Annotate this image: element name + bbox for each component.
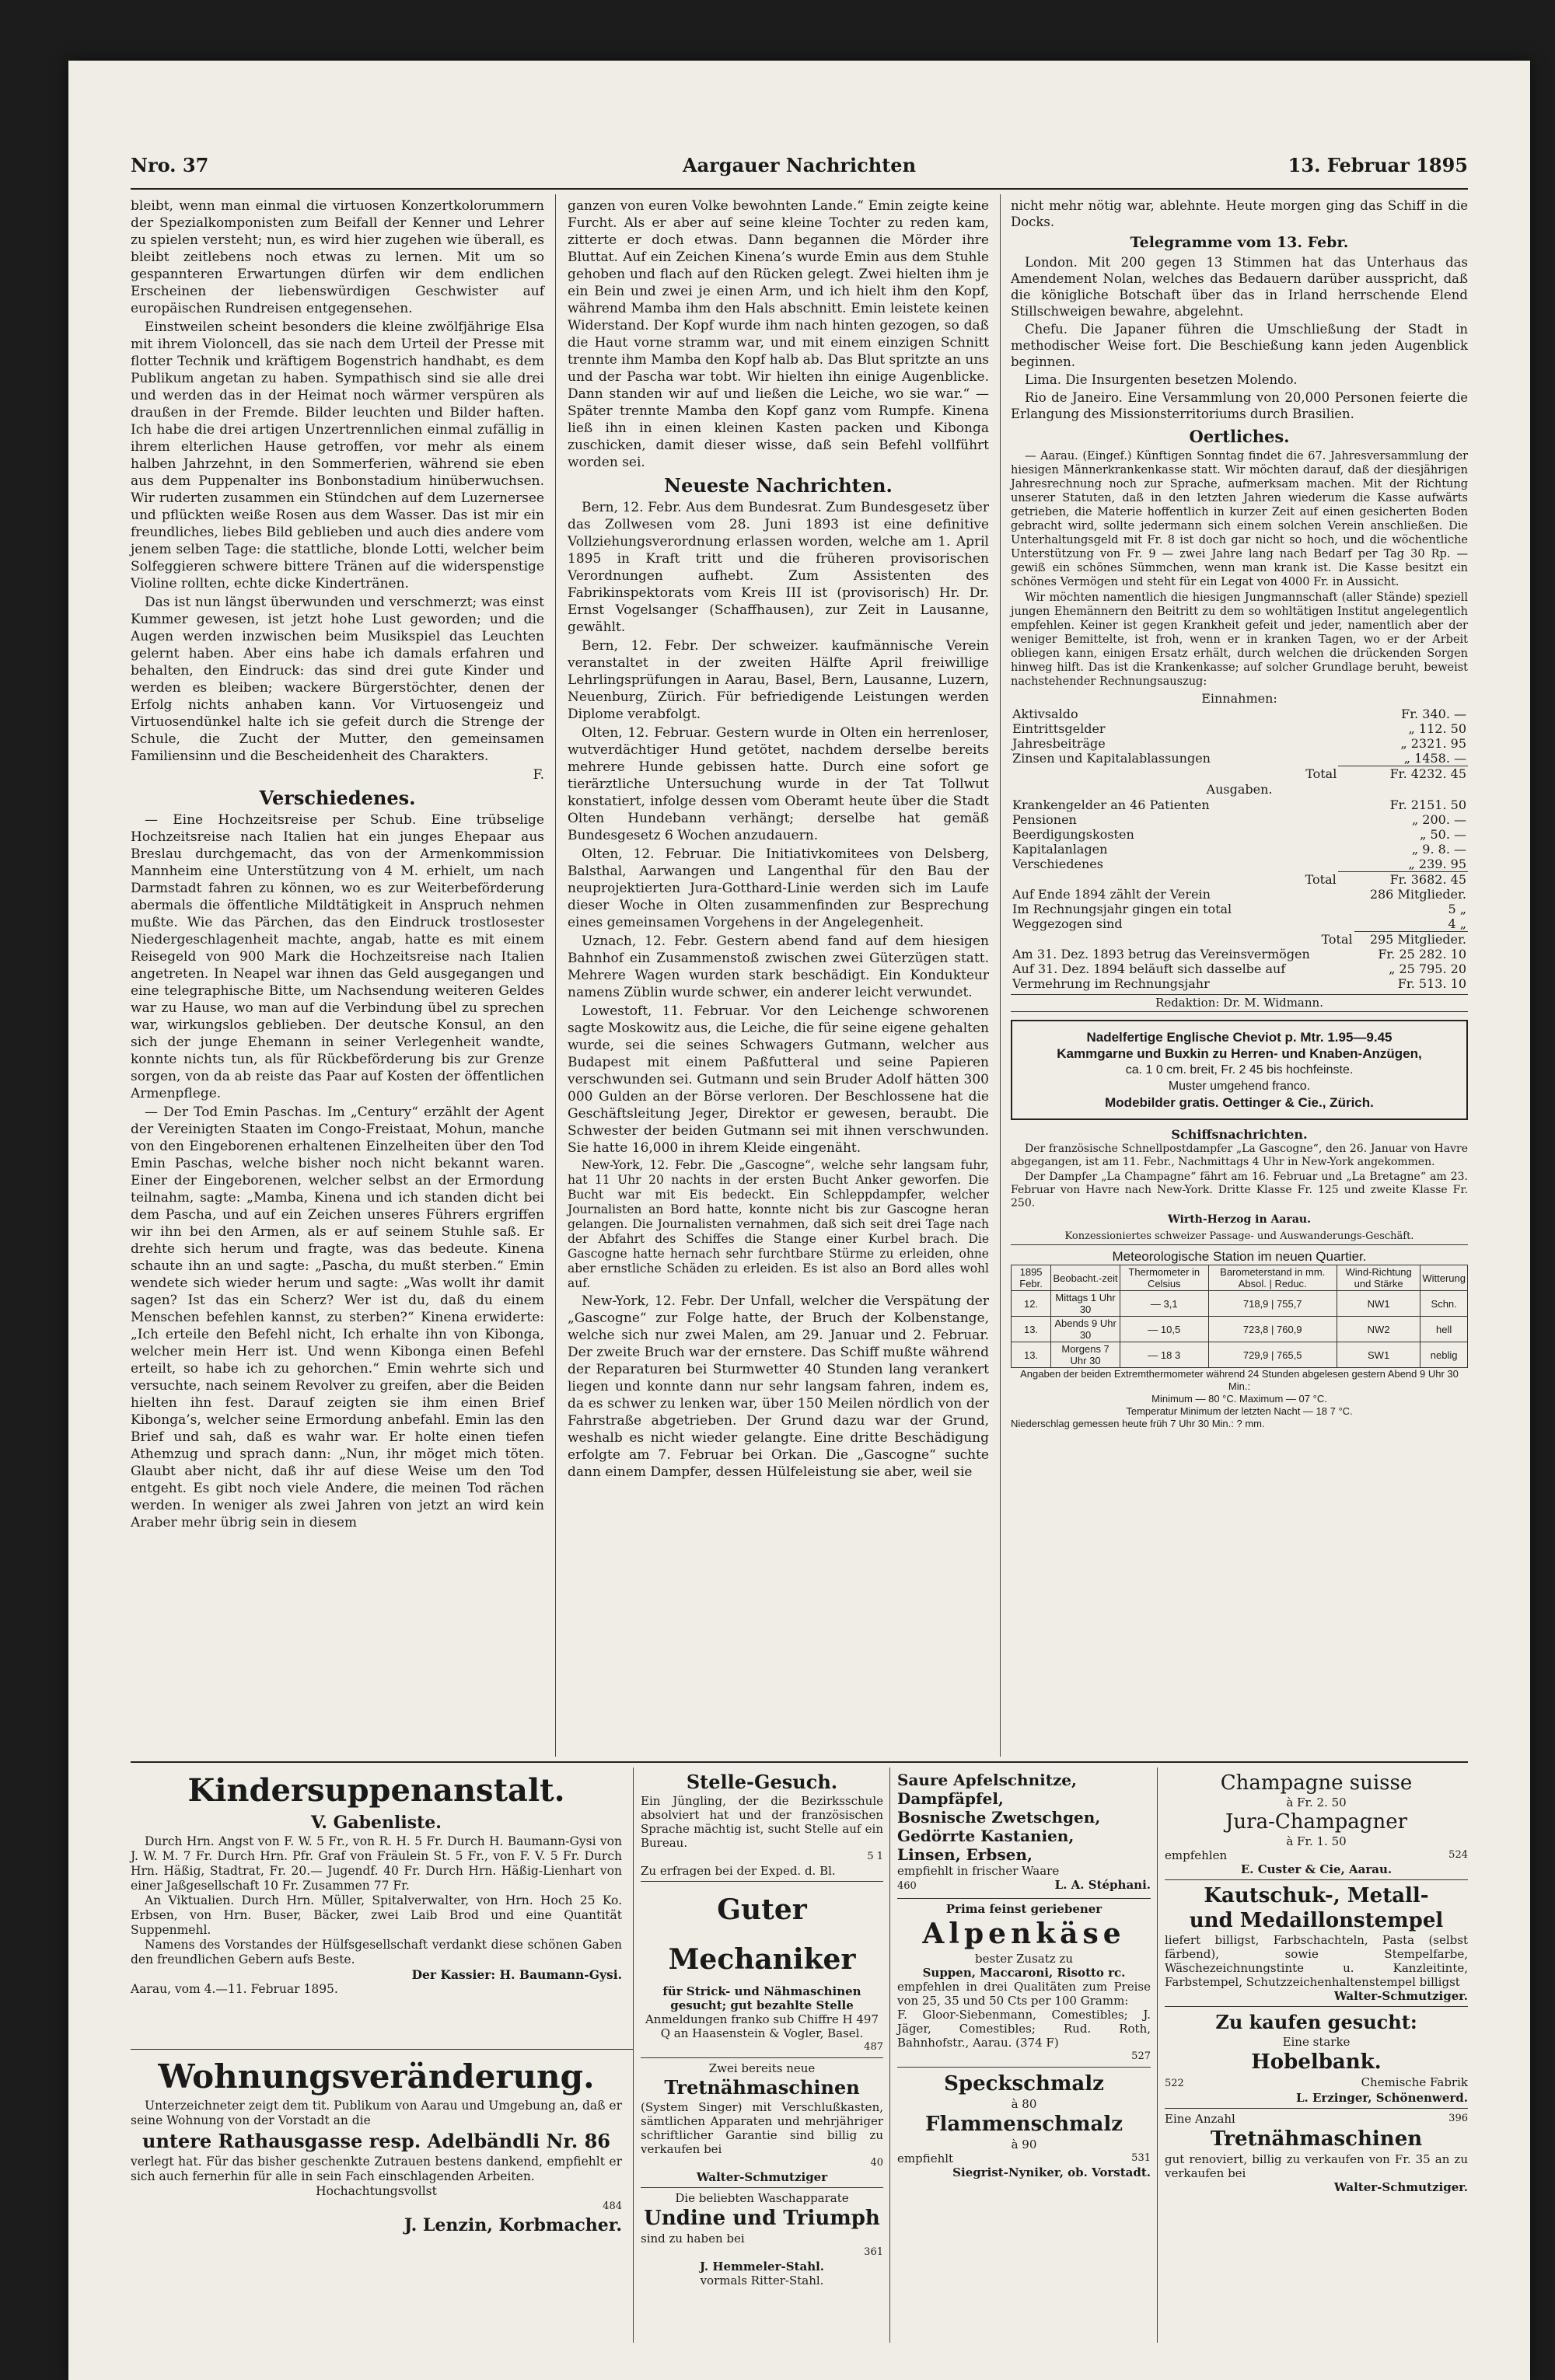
weather-column-header: 1895 Febr. — [1012, 1265, 1051, 1291]
waschapparate-seller: J. Hemmeler-Stahl. — [699, 2260, 825, 2274]
accounts-expense-title: Ausgaben. — [1206, 782, 1273, 797]
account-row — [1011, 766, 1468, 782]
kaufgesuch-company: Chemische Fabrik — [1361, 2075, 1468, 2089]
weather-note: Minimum — 80 °C. Maximum — 07 °C. — [1151, 1393, 1327, 1405]
ad-rule — [889, 1768, 890, 2343]
stelle-title: Stelle-Gesuch. — [686, 1771, 838, 1793]
obst-item: Gedörrte Kastanien, — [897, 1827, 1075, 1845]
account-label: Auf Ende 1894 zählt der Verein — [1012, 887, 1211, 902]
weather-cell: 13. — [1012, 1342, 1051, 1368]
newspaper-title: Aargauer Nachrichten — [682, 154, 917, 176]
account-value: Fr. 2151. 50 — [1389, 797, 1466, 812]
shipping-heading: Schiffsnachrichten. — [1171, 1127, 1308, 1142]
shipping-text: Der Dampfer „La Champagne“ fährt am 16. Februar und „La Bretagne“ am 23. Februar von Havre nach New-York. Dritte Klasse Fr. 125 und zweite Klasse Fr. 250. — [1011, 1171, 1468, 1209]
news-item: Uznach, 12. Febr. Gestern abend fand auf dem hiesigen Bahnhof ein Zusammenstoß zwischen zwei Güterzügen statt. Mehrere Wagen wurden stark beschädigt. Ein Kondukteur namens Züblin wurde schwer, ein anderer leicht verwundet. — [568, 934, 989, 1000]
cheviot-text: ca. 1 0 cm. breit, Fr. 2 45 bis hochfeinste. — [1125, 1063, 1354, 1077]
stempel-title: und Medaillonstempel — [1189, 1909, 1444, 1932]
kaufgesuch-company: L. Erzinger, Schönenwerd. — [1295, 2091, 1468, 2105]
accounts-expense-table — [1011, 797, 1468, 887]
champagne-text: empfehlen — [1165, 1848, 1228, 1862]
account-value: „ 1458. — — [1403, 751, 1466, 766]
telegram-item: Chefu. Die Japaner führen die Umschließung der Stadt in methodischer Weise fort. Die Beschießung kann jeden Augenblick beginnen. — [1011, 322, 1468, 369]
kindersuppe-text: An Viktualien. Durch Hrn. Müller, Spitalverwalter, von Hrn. Hoch 25 Ko. Erbsen, von Hrn. Buser, Bäcker, zwei Laib Brod und eine Quantität Suppenmehl. — [131, 1893, 622, 1937]
kindersuppe-subtitle: V. Gabenliste. — [311, 1813, 442, 1833]
article-text: — Eine Hochzeitsreise per Schub. Eine trübselige Hochzeitsreise nach Italien hat ein junges Ehepaar aus Breslau durchgemacht, das von der Armenkommission Mannheim eine Unterstützung von 4 M. erhielt, um nach Darmstadt fahren zu können, wo es zur Weiterbeförderung abermals die öffentliche Mildtätigkeit in Anspruch nehmen mußte. Wie das Pärchen, das den Eindruck trostlosester Niedergeschlagenheit machte, angab, hatte es mit einem Reisegeld von 900 Mark die Hochzeitsreise nach Italien angetreten. In Neapel war ihnen das Geld ausgegangen und eine telegraphische Bitte, um Nachsendung weiteren Geldes war zu Hause, wo man auf die Verbindung übel zu sprechen war, wirkungslos geblieben. Der deutsche Konsul, an den sich der junge Ehemann in seiner Verlegenheit wandte, konnte nichts tun, als für Rückbeförderung bis zur Grenze sorgen, von da ab reiste das Paar auf Kosten der öffentlichen Armenpflege. — [131, 812, 544, 1101]
account-row — [1011, 736, 1468, 751]
kindersuppe-ad — [131, 1771, 622, 1997]
account-value: Fr. 25 282. 10 — [1378, 947, 1466, 961]
account-row — [1011, 916, 1468, 932]
news-item: New-York, 12. Febr. Der Unfall, welcher die Verspätung der „Gascogne“ zur Folge hatte, der Bruch der Kolbenstange, welche sich nur zwei Malen, am 29. Januar und 2. Februar. Der zweite Bruch war der ernstere. Das Schiff mußte während der Reparaturen bei Sturmwetter 40 Stunden lang verankert liegen und konnte dann nur sehr langsam fahren, indem es, da es schwer zu lenken war, über 150 Meilen nördlich von der Fahrstraße abgetrieben. Der Grund dazu war der Grund, weshalb es nicht wieder gelangte. Eine dritte Beschädigung erfolgte am 7. Februar bei Orkan. Die „Gascogne“ suchte dann einem Dampfer, dessen Hülfeleistung sie aber, weil sie — [568, 1293, 989, 1480]
tretmaschinen2-seller: Walter-Schmutziger. — [1333, 2180, 1468, 2194]
account-value: „ 239. 95 — [1408, 857, 1466, 871]
weather-cell: — 10,5 — [1120, 1317, 1208, 1342]
account-label: Beerdigungskosten — [1012, 827, 1134, 842]
article-text: — Der Tod Emin Paschas. Im „Century“ erzählt der Agent der Vereinigten Staaten im Congo-Freistaat, Mohun, manche von den Eingeborenen erhaltenen Einzelheiten über den Tod Emin Paschas, welche bisher noch nicht bekannt waren. Einer der Eingeborenen, welcher selbst an der Ermordung teilnahm, sagte: „Mamba, Kinena und ich standen dicht bei dem Pascha, und auf ein Zeichen unseres Führers ergriffen wir ihn bei den Armen, als er auf seinem Stuhle saß. Er drehte sich herum und fragte, was das bedeute. Kinena schaute ihn an und sagte: „Pascha, du mußt sterben.“ Emin wendete sich wieder herum und sagte: „Was wollt ihr damit sagen? Ist das ein Scherz? Wer ist du, daß du einem Menschen befehlen kannst, zu sterben?“ Kinena erwiderte: „Ich erteile den Befehl nicht, Ich erhalte ihn von Kibonga, welcher mein Herr ist. Und wenn Kibonga einen Befehl erteilt, so habe ich zu gehorchen.“ Emin wehrte sich und versuchte, nach seinem Revolver zu greifen, aber die Beiden hielten ihn fest. Darauf zeigten sie ihm einen Brief Kibonga’s, welcher seine Ermordung anbefahl. Emin las den Brief und sah, daß es wahr war. Er holte einen tiefen Athemzug und sprach dann: „Nun, ihr möget mich töten. Glaubt aber nicht, daß ihr auf diese Weise um den Tod entgeht. Es gibt noch viele Andere, die meinen Tod rächen werden. In weniger als zwei Jahren von jetzt an wird kein Araber mehr übrig sein in diesem — [131, 1105, 544, 1530]
account-row — [1011, 887, 1468, 902]
account-label: Vermehrung im Rechnungsjahr — [1012, 976, 1210, 991]
waschapparate-title: Undine und Triumph — [644, 2207, 880, 2230]
tretmaschinen2-number: 396 — [1448, 2113, 1468, 2124]
column-1 — [131, 197, 544, 1533]
account-label: Zinsen und Kapitalablassungen — [1012, 751, 1211, 766]
weather-cell: neblig — [1420, 1342, 1468, 1368]
weather-column-header: Wind-Richtung und Stärke — [1337, 1265, 1420, 1291]
stelle-text: Ein Jüngling, der die Bezirksschule absolviert hat und der französischen Sprache mächtig ist, sucht Stelle auf ein Bureau. — [641, 1794, 883, 1850]
account-row — [1011, 827, 1468, 842]
ad-rule — [633, 1768, 634, 2343]
editor-line: Redaktion: Dr. M. Widmann. — [1011, 994, 1468, 1012]
column-rule — [1000, 194, 1001, 1757]
section-heading-oertliches: Oertliches. — [1189, 427, 1290, 446]
account-row — [1011, 902, 1468, 916]
alpenkaese-sellers: F. Gloor-Siebenmann, Comestibles; J. Jäger, Comestibles; Rud. Roth, Bahnhofstr., Aarau. (374 F) — [897, 2008, 1151, 2050]
account-label: Verschiedenes — [1012, 857, 1103, 872]
kindersuppe-date: Aarau, vom 4.—11. Februar 1895. — [131, 1982, 338, 1996]
account-label: Am 31. Dez. 1893 betrug das Vereinsvermögen — [1012, 947, 1310, 961]
waschapparate-text: sind zu haben bei — [641, 2232, 745, 2246]
account-label: Aktivsaldo — [1012, 707, 1078, 721]
account-value: 4 „ — [1448, 916, 1466, 931]
cheviot-company: Modebilder gratis. Oettinger & Cie., Zürich. — [1105, 1095, 1374, 1110]
waschapparate-seller-note: vormals Ritter-Stahl. — [700, 2274, 824, 2288]
weather-cell: 12. — [1012, 1291, 1051, 1317]
tretmaschinen2-text: gut renoviert, billig zu verkaufen von Fr. 35 an zu verkaufen bei — [1165, 2152, 1468, 2180]
telegram-item: London. Mit 200 gegen 13 Stimmen hat das Unterhaus das Amendement Nolan, welches das Bedauern darüber ausspricht, daß die königliche Botschaft über das in Irland herrschende Elend Stillschweigen bewahre, abgelehnt. — [1011, 255, 1468, 319]
account-label: Pensionen — [1012, 812, 1077, 827]
flammenschmalz-price: à 90 — [1011, 2137, 1037, 2151]
kindersuppe-text: Namens des Vorstandes der Hülfsgesellschaft verdankt diese schönen Gaben den freundlichen Gebern aufs Beste. — [131, 1938, 622, 1966]
account-value: Fr. 513. 10 — [1397, 976, 1466, 991]
tretmaschinen-intro: Zwei bereits neue — [708, 2061, 816, 2075]
flammenschmalz-seller: Siegrist-Nyniker, ob. Vorstadt. — [952, 2165, 1151, 2179]
mechaniker-number: 487 — [864, 2041, 883, 2053]
ad-rule — [1157, 1768, 1158, 2343]
account-row — [1011, 857, 1468, 872]
article-text: bleibt, wenn man einmal die virtuosen Konzertkolorummern der Spezialkomponisten zum Beifall der Kenner und Lehrer zu spielen versteht; nun, es wird hier zugehen wie überall, es bleibt zeitlebens noch etwas zu lernen. Mit um so gespannteren Erwartungen dürfen wir dem endlichen Erscheinen der liebenswürdigen Geschwister auf europäischen Rundreisen entgegensehen. — [131, 198, 544, 316]
shipping-text: Der französische Schnellpostdampfer „La Gascogne“, den 26. Januar von Havre abgegangen, ist am 11. Febr., Nachmittags 4 Uhr in New-York angekommen. — [1011, 1143, 1468, 1168]
cheviot-text: Muster umgehend franco. — [1168, 1080, 1311, 1093]
weather-cell: NW1 — [1337, 1291, 1420, 1317]
weather-note: Temperatur Minimum der letzten Nacht — 18 7 °C. — [1126, 1405, 1353, 1417]
obst-item: Saure Apfelschnitze, — [897, 1771, 1077, 1789]
cheviot-ad — [1011, 1020, 1468, 1120]
weather-cell: Schn. — [1420, 1291, 1468, 1317]
champagne-price: à Fr. 2. 50 — [1286, 1795, 1347, 1809]
kaufgesuch-text: Eine starke — [1282, 2035, 1351, 2049]
account-value: „ 9. 8. — — [1411, 842, 1466, 857]
weather-cell: — 3,1 — [1120, 1291, 1208, 1317]
ads-column-b — [641, 1771, 883, 2288]
speckschmalz-title: Speckschmalz — [944, 2072, 1104, 2096]
account-row — [1011, 797, 1468, 812]
account-label: Jahresbeiträge — [1012, 736, 1106, 751]
account-row — [1011, 842, 1468, 857]
kindersuppe-signature: Der Kassier: H. Baumann-Gysi. — [411, 1967, 622, 1982]
telegram-item: Lima. Die Insurgenten besetzen Molendo. — [1025, 372, 1298, 387]
newspaper-page — [68, 61, 1530, 2380]
article-text: ganzen von euren Volke bewohnten Lande.“ Emin zeigte keine Furcht. Als er aber auf seine kleine Tochter zu reden kam, zitterte er doch etwas. Dann begannen die Mörder ihre Bluttat. Auf ein Zeichen Kinena’s wurde Emin aus dem Stuhle gehoben und flach auf den Rücken gelegt. Zwei hielten ihm je ein Bein und zwei je einen Arm, und ich hielt ihm den Kopf, während Mamba ihm den Hals abschnitt. Emin leistete keinen Widerstand. Der Kopf wurde ihm nach hinten gezogen, so daß die Haut vorne stramm war, und mit einem einzigen Schnitt trennte ihm Mamba den Kopf halb ab. Das Blut spritzte an uns und der Pascha war tobt. Wir hielten ihn einige Augenblicke. Dann standen wir auf und ließen die Leiche, wo sie war.“ — Später trennte Mamba den Kopf ganz vom Rumpfe. Kinena ließ ihn in einen kleinen Kasten packen und Kibonga zuschicken, damit dieser wisse, daß sein Befehl vollführt worden sei. — [568, 198, 989, 470]
account-row — [1011, 707, 1468, 721]
weather-cell: — 18 3 — [1120, 1342, 1208, 1368]
account-label: Total — [1305, 871, 1337, 887]
obst-number: 460 — [897, 1880, 917, 1892]
issue-number: Nro. 37 — [131, 154, 209, 176]
page-header — [131, 154, 1468, 190]
weather-column-header: Thermometer in Celsius — [1120, 1265, 1208, 1291]
column-2 — [568, 197, 989, 1482]
kaufgesuch-title: Zu kaufen gesucht: — [1215, 2011, 1417, 2033]
alpenkaese-text: Suppen, Maccaroni, Risotto rc. — [922, 1966, 1126, 1980]
tretmaschinen-seller: Walter-Schmutziger — [696, 2170, 828, 2184]
weather-cell: 729,9 | 765,5 — [1208, 1342, 1337, 1368]
wohnung-greeting: Hochachtungsvollst — [316, 2184, 437, 2198]
champagne-number: 524 — [1448, 1849, 1468, 1861]
account-value: Fr. 340. — — [1401, 707, 1466, 721]
weather-row — [1012, 1317, 1468, 1342]
weather-cell: NW2 — [1337, 1317, 1420, 1342]
telegram-item: Rio de Janeiro. Eine Versammlung von 20,000 Personen feierte die Erlangung des Missionsterritoriums durch Brasilien. — [1011, 390, 1468, 421]
section-heading-neueste-nachrichten: Neueste Nachrichten. — [664, 474, 893, 497]
weather-cell: Mittags 1 Uhr 30 — [1051, 1291, 1120, 1317]
news-item: Bern, 12. Febr. Aus dem Bundesrat. Zum Bundesgesetz über das Zollwesen vom 28. Juni 1893 ist eine definitive Vollziehungsverordnung erlassen worden, welche am 1. April 1895 in Kraft tritt und die früheren provisorischen Verordnungen aufhebt. Zum Assistenten des Fabrikinspektorats vom Kreis III ist (provisorisch) Hr. Dr. Ernst Vogelsanger (Schaffhausen), zur Zeit in Lausanne, gewählt. — [568, 500, 989, 635]
waschapparate-intro: Die beliebten Waschapparate — [675, 2191, 849, 2205]
account-value: „ 200. — — [1411, 812, 1466, 827]
cheviot-text: Kammgarne und Buxkin zu Herren- und Knaben-Anzügen, — [1057, 1046, 1422, 1061]
weather-note: Angaben der beiden Extremthermometer während 24 Stunden abgelesen gestern Abend 9 Uhr 30 Min.: — [1020, 1368, 1459, 1392]
issue-date: 13. Februar 1895 — [1288, 154, 1468, 176]
article-signature: F. — [533, 767, 544, 783]
account-value: 286 Mitglieder. — [1369, 887, 1466, 902]
weather-cell: SW1 — [1337, 1342, 1420, 1368]
wohnung-signature: J. Lenzin, Korbmacher. — [404, 2215, 622, 2235]
weather-row — [1012, 1342, 1468, 1368]
flammenschmalz-number: 531 — [1131, 2152, 1151, 2164]
weather-column-header: Barometerstand in mm. Absol. | Reduc. — [1208, 1265, 1337, 1291]
article-text: nicht mehr nötig war, ablehnte. Heute morgen ging das Schiff in die Docks. — [1011, 198, 1468, 229]
ads-divider — [131, 1761, 1468, 1763]
tretmaschinen-number: 40 — [870, 2157, 883, 2169]
weather-cell: 13. — [1012, 1317, 1051, 1342]
wohnung-address: untere Rathausgasse resp. Adelbändli Nr. 86 — [142, 2130, 610, 2152]
wohnung-number: 484 — [603, 2200, 622, 2212]
tretmaschinen2-intro: Eine Anzahl — [1165, 2112, 1235, 2126]
account-row — [1011, 976, 1468, 991]
weather-cell: hell — [1420, 1317, 1468, 1342]
news-item: Lowestoft, 11. Februar. Vor den Leichenge schworenen sagte Moskowitz aus, die Leiche, die für seine eigene gehalten wurde, sei die seines Schwagers Gutmann, welcher aus Budapest mit einem Paßfutteral und seine Papieren verschwunden sei. Gutmann und sein Bruder Adolf hätten 300 000 Gulden an der Börse verloren. Der Beschlossene hat die Geschäftsleitung Jeger, Direktor er gewesen, beraubt. Die Schwester der beiden Gutmann sei mit ihnen verschwunden. Sie hatte 16,000 in ihrem Kleide eingenäht. — [568, 1003, 989, 1156]
weather-note: Niederschlag gemessen heute früh 7 Uhr 30 Min.: ? mm. — [1011, 1418, 1265, 1429]
kaufgesuch-number: 522 — [1165, 2078, 1184, 2089]
shipping-agent: Wirth-Herzog in Aarau. — [1168, 1213, 1311, 1226]
champagne-seller: E. Custer & Cie, Aarau. — [1240, 1862, 1393, 1876]
weather-cell: 723,8 | 760,9 — [1208, 1317, 1337, 1342]
tretmaschinen-text: (System Singer) mit Verschlußkasten, sämtlichen Apparaten und mehrjähriger schriftlicher Garantie sind billig zu verkaufen bei — [641, 2100, 883, 2156]
local-news: Wir möchten namentlich die hiesigen Jungmannschaft (aller Stände) speziell jungen Ehemännern den Beitritt zu dem so wohltätigen Institut angelegentlich empfehlen. Keiner ist gegen Krankheit gefeit und jeder, namentlich aber der weniger Bemittelte, ist froh, wenn er in kranken Tagen, wo er der Arbeit obliegen kann, einigen Ersatz erhält, durch welchen die drückenden Sorgen hinweg hilft. Das ist die Krankenkasse; auf solcher Grundlage beruht, beweist nachstehender Rechnungsauszug: — [1011, 592, 1468, 688]
accounts-members-table — [1011, 887, 1468, 991]
speckschmalz-price: à 80 — [1011, 2097, 1037, 2111]
wohnung-ad — [131, 2055, 622, 2237]
account-row — [1011, 812, 1468, 827]
wohnung-text: Unterzeichneter zeigt dem tit. Publikum von Aarau und Umgebung an, daß er seine Wohnung von der Vorstadt an die — [131, 2099, 622, 2127]
alpenkaese-title: Alpenkäse — [922, 1918, 1126, 1950]
account-label: Kapitalanlagen — [1012, 842, 1108, 857]
news-item: Olten, 12. Februar. Die Initiativkomitees von Delsberg, Balsthal, Aarwangen und Langenthal für den Bau der neuprojektierten Jura-Gotthard-Linie werden sich im Laufe dieser Woche in Olten zusammenfinden zur Besprechung eines gemeinsamen Vorgehens in der Angelegenheit. — [568, 846, 989, 930]
accounts-income-title: Einnahmen: — [1201, 691, 1277, 706]
account-value: 5 „ — [1448, 902, 1466, 916]
weather-column-header: Witterung — [1420, 1265, 1468, 1291]
account-label: Im Rechnungsjahr gingen ein total — [1012, 902, 1232, 916]
flammenschmalz-title: Flammenschmalz — [924, 2113, 1123, 2136]
flammenschmalz-text: empfiehlt — [897, 2151, 954, 2165]
weather-cell: Abends 9 Uhr 30 — [1051, 1317, 1120, 1342]
weather-table — [1011, 1265, 1468, 1368]
stempel-seller: Walter-Schmutziger. — [1333, 1989, 1468, 2003]
account-row — [1011, 932, 1468, 947]
section-heading-verschiedenes: Verschiedenes. — [259, 787, 416, 809]
account-value: „ 112. 50 — [1408, 721, 1466, 736]
stelle-contact: Zu erfragen bei der Exped. d. Bl. — [641, 1864, 836, 1878]
jura-champagner-title: Jura-Champagner — [1225, 1810, 1408, 1834]
account-label: Total — [1321, 931, 1353, 947]
local-news: — Aarau. (Eingef.) Künftigen Sonntag findet die 67. Jahresversammlung der hiesigen Männerkrankenkasse statt. Wir möchten darauf, daß der diesjährigen Jahresrechnung noch zur Sprache, aufmerksam machen. Mit der Richtung unserer Statuten, daß in den letzten Jahren wiederum die Kasse aufwärts getrieben, die Materie hoffentlich in kurzer Zeit auf einen gesicherten Boden gebracht wird, sollte jedermann sich einem solchen Verein anschließen. Die Unterhaltungsgeld mit Fr. 8 ist doch gar nicht so hoch, und die wöchentliche Unterstützung von Fr. 9 — zwei Jahre lang nach Bedarf per Tag 30 Rp. — gewiß ein schönes Sümmchen, wenn man krank ist. Die Kasse besitzt ein schönes Vermögen und steht für ein Legat von 4000 Fr. in Aussicht. — [1011, 450, 1468, 588]
weather-column-header: Beobacht.-zeit — [1051, 1265, 1120, 1291]
account-value: Fr. 3682. 45 — [1338, 872, 1468, 888]
tretmaschinen-title: Tretnähmaschinen — [664, 2076, 860, 2099]
account-value: 295 Mitglieder. — [1354, 932, 1468, 947]
champagne-title: Champagne suisse — [1220, 1771, 1413, 1795]
mechaniker-text: für Strick- und Nähmaschinen gesucht; gut bezahlte Stelle — [662, 1984, 861, 2012]
kaufgesuch-item: Hobelbank. — [1251, 2050, 1382, 2074]
news-item: Bern, 12. Febr. Der schweizer. kaufmännische Verein veranstaltet in der zweiten Hälfte April freiwillige Lehrlingsprüfungen in Aarau, Basel, Bern, Lausanne, Luzern, Neuenburg, Zürich. Für befriedigende Leistungen werden Diplome verabfolgt. — [568, 638, 989, 722]
weather-heading: Meteorologische Station im neuen Quartier. — [1112, 1249, 1367, 1264]
account-label: Krankengelder an 46 Patienten — [1012, 797, 1210, 812]
account-value: „ 25 795. 20 — [1389, 961, 1466, 976]
column-rule — [555, 194, 556, 1757]
cheviot-headline: Nadelfertige Englische Cheviot p. Mtr. 1.95—9.45 — [1086, 1030, 1393, 1045]
weather-cell: 718,9 | 755,7 — [1208, 1291, 1337, 1317]
stempel-text: liefert billigst, Farbschachteln, Pasta (selbst färbend), sowie Stempelfarbe, Wäschezeichnungstinte u. Kanzleitinte, Farbstempel, Schutzzeichenhaltenstempel billigst — [1165, 1933, 1468, 1989]
section-heading-telegramme: Telegramme vom 13. Febr. — [1130, 234, 1349, 251]
wohnung-title: Wohnungsveränderung. — [158, 2057, 595, 2096]
alpenkaese-text: bester Zusatz zu — [974, 1952, 1073, 1966]
accounts-income-table — [1011, 707, 1468, 781]
account-row — [1011, 961, 1468, 976]
obst-item: Dampfäpfel, — [897, 1789, 1004, 1808]
account-row — [1011, 872, 1468, 888]
account-row — [1011, 947, 1468, 961]
obst-item: Bosnische Zwetschgen, — [897, 1808, 1101, 1827]
column-3 — [1011, 197, 1468, 1430]
wohnung-text: verlegt hat. Für das bisher geschenkte Zutrauen bestens dankend, empfiehlt er sich auch fernerhin für alle in sein Fach einschlagenden Arbeiten. — [131, 2155, 622, 2183]
mechaniker-title: Guter Mechaniker — [668, 1893, 856, 1976]
mechaniker-contact: Anmeldungen franko sub Chiffre H 497 Q an Haasenstein & Vogler, Basel. — [645, 2012, 879, 2040]
news-item: New-York, 12. Febr. Die „Gascogne“, welche sehr langsam fuhr, hat 11 Uhr 20 nachts in der ersten Bucht Anker geworfen. Die Bucht war mit Eis bedeckt. Ein Schleppdampfer, welcher Journalisten an Bord hatte, konnte nicht bis zur Gascogne heran gelangen. Die Journalisten vernahmen, daß sich seit drei Tage nach der Abfahrt des Schiffes die Stange einer Kurbel brach. Die Gascogne hatte hernach sehr furchtbare Stürme zu erleiden, ohne aber ernstliche Schäden zu erleiden. Es ist also an Bord alles wohl auf. — [568, 1158, 989, 1290]
ads-column-c — [897, 1771, 1151, 2179]
ad-divider — [131, 2049, 633, 2050]
weather-cell: Morgens 7 Uhr 30 — [1051, 1342, 1120, 1368]
account-label: Total — [1305, 766, 1337, 781]
alpenkaese-intro: Prima feinst geriebener — [945, 1902, 1102, 1916]
alpenkaese-number: 527 — [1131, 2050, 1151, 2062]
tretmaschinen2-title: Tretnähmaschinen — [1210, 2127, 1423, 2151]
obst-item: Linsen, Erbsen, — [897, 1845, 1033, 1864]
alpenkaese-text: empfehlen in drei Qualitäten zum Preise von 25, 35 und 50 Cts per 100 Gramm: — [897, 1980, 1151, 2008]
news-item: Olten, 12. Februar. Gestern wurde in Olten ein herrenloser, wutverdächtiger Hund getötet, nachdem derselbe bereits mehrere Hunde gebissen hatte. Durch eine sofort ge tierärztliche Untersuchung wurde in der Tat Tollwut konstatiert, infolge dessen vom Oberamt heute über die Stadt Olten Hundebann verhängt; derselbe hat gemäß Bundesgesetz 6 Wochen anzudauern. — [568, 725, 989, 843]
waschapparate-number: 361 — [864, 2246, 883, 2258]
account-value: „ 2321. 95 — [1400, 736, 1466, 751]
kindersuppe-text: Durch Hrn. Angst von F. W. 5 Fr., von R. H. 5 Fr. Durch H. Baumann-Gysi von J. W. M. 7 Fr. Durch Hrn. Pfr. Graf von Fräulein St. 5 Fr., von F. V. 5 Fr. Durch Hrn. Häßig, Stadtrat, Fr. 20.— Jugendf. 40 Fr. Durch Hrn. Häßig-Lienhart von einer Jaßgesellschaft 10 Fr. Zusammen 77 Fr. — [131, 1834, 622, 1893]
shipping-agent-note: Konzessioniertes schweizer Passage- und Auswanderungs-Geschäft. — [1011, 1228, 1468, 1245]
stempel-title: Kautschuk-, Metall- — [1204, 1884, 1429, 1907]
obst-seller: L. A. Stéphani. — [1054, 1878, 1151, 1892]
account-value: „ 50. — — [1420, 827, 1466, 842]
kindersuppe-title: Kindersuppenanstalt. — [187, 1772, 565, 1809]
account-row — [1011, 751, 1468, 766]
article-text: Einstweilen scheint besonders die kleine zwölfjährige Elsa mit ihrem Violoncell, das sie nach dem Urteil der Presse mit flotter Technik und kräftigem Bogenstrich handhabt, es dem Publikum angetan zu haben. Sympathisch sind sie alle drei und werden das in der Heimat noch wärmer verspüren als draußen in der Fremde. Bilder leuchten und Bilder haften. Ich habe die drei artigen Unzertrennlichen einmal zufällig in ihrem elterlichen Hause getroffen, vor mehr als einem halben Jahrzehnt, in den Sommerferien, während sie eben aus dem Puppenalter ins Bonbonstadium hinüberwuchsen. Wir ruderten zusammen ein Stündchen auf dem Luzernersee und pflückten weiße Rosen aus dem Wasser. Das ist mir ein freundliches, liebes Bild geblieben und auch dies andere vom jenem selben Tage: die stattliche, blonde Lotti, welcher beim Solfeggieren schwere bittere Tränen auf die widerspenstige Violine rollten, echte dicke Kindertränen. — [131, 319, 544, 592]
jura-champagner-price: à Fr. 1. 50 — [1286, 1834, 1347, 1848]
account-label: Weggezogen sind — [1012, 916, 1123, 932]
account-label: Eintrittsgelder — [1012, 721, 1106, 736]
account-label: Auf 31. Dez. 1894 beläuft sich dasselbe auf — [1012, 961, 1286, 976]
ads-column-d — [1165, 1771, 1468, 2194]
stelle-number: 5 1 — [867, 1851, 883, 1862]
obst-text: empfiehlt in frischer Waare — [897, 1864, 1060, 1878]
account-row — [1011, 721, 1468, 736]
weather-row — [1012, 1291, 1468, 1317]
article-text: Das ist nun längst überwunden und verschmerzt; was einst Kummer gewesen, ist jetzt hohe Lust geworden; und die Augen werden inzwischen beim Musikspiel das Leuchten gelernt haben. Aber eins habe ich damals erfahren und behalten, den Eindruck: das sind drei gute Kinder und werden es bleiben; wackere Bürgerstöchter, denen der Erfolg nichts anhaben kann. Vor Virtuosengeiz und Virtuosendünkel halte ich sie gefeit durch die Strenge der Schule, die Zucht der Mutter, den gemeinsamen Familiensinn und die Bescheidenheit des Charakters. — [131, 595, 544, 764]
account-value: Fr. 4232. 45 — [1338, 766, 1468, 782]
